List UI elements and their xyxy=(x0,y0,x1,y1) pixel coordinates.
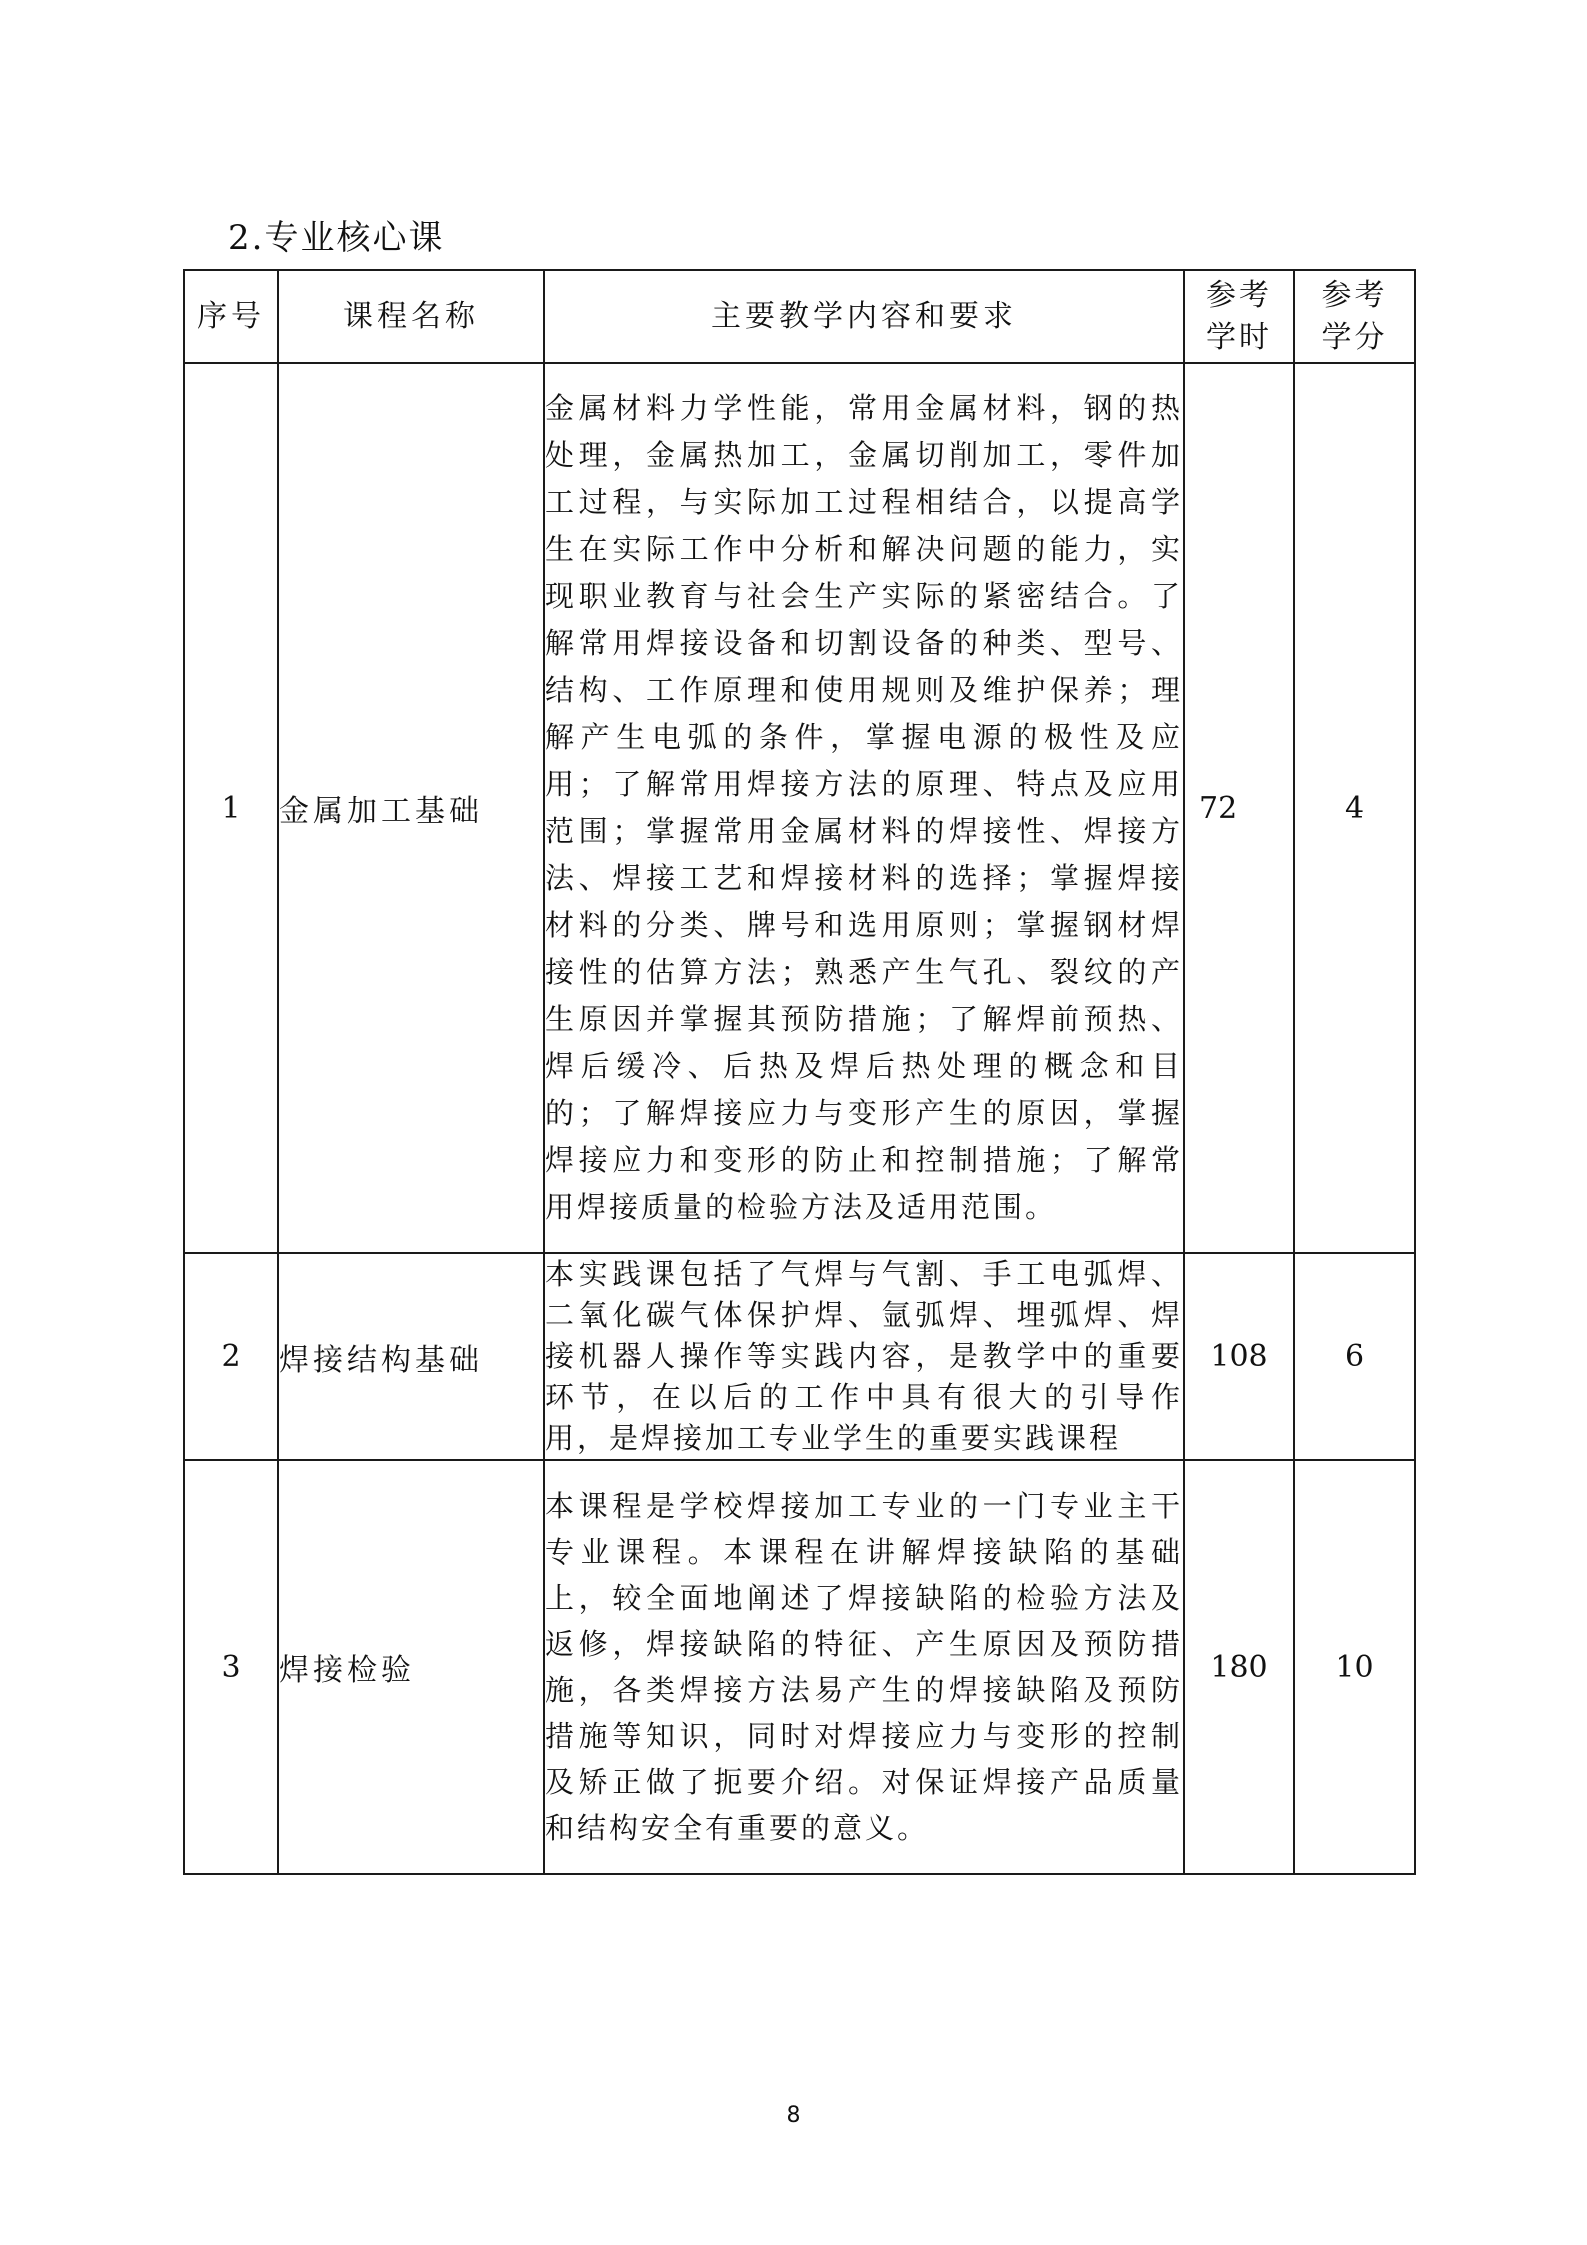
table-header-row xyxy=(184,270,1415,363)
row-content xyxy=(544,363,1184,1253)
table-row xyxy=(184,1253,1415,1460)
row-credits: 6 xyxy=(1294,1253,1415,1460)
row-content xyxy=(544,1460,1184,1874)
row-hours: 180 xyxy=(1184,1460,1294,1874)
row-content-text: 本实践课包括了气焊与气割、手工电弧焊、二氧化碳气体保护焊、氩弧焊、埋弧焊、焊接机器人操作等实践内容，是教学中的重要环节，在以后的工作中具有很大的引导作用，是焊接加工专业学生的重要实践课程 xyxy=(545,1257,1183,1455)
header-credits xyxy=(1294,270,1415,363)
row-content-text: 金属材料力学性能，常用金属材料，钢的热处理，金属热加工，金属切削加工，零件加工过程，与实际加工过程相结合，以提高学生在实际工作中分析和解决问题的能力，实现职业教育与社会生产实际的紧密结合。了解常用焊接设备和切割设备的种类、型号、结构、工作原理和使用规则及维护保养；理解产生电弧的条件，掌握电源的极性及应用；了解常用焊接方法的原理、特点及应用范围；掌握常用金属材料的焊接性、焊接方法、焊接工艺和焊接材料的选择；掌握焊接材料的分类、牌号和选用原则；掌握钢材焊接性的估算方法；熟悉产生气孔、裂纹的产生原因并掌握其预防措施；了解焊前预热、焊后缓冷、后热及焊后热处理的概念和目的；了解焊接应力与变形产生的原因，掌握焊接应力和变形的防止和控制措施；了解常用焊接质量的检验方法及适用范围。 xyxy=(545,391,1183,1224)
table-row xyxy=(184,1460,1415,1874)
header-content: 主要教学内容和要求 xyxy=(544,270,1184,363)
row-content xyxy=(544,1253,1184,1460)
header-course-name: 课程名称 xyxy=(278,270,544,363)
row-credits: 10 xyxy=(1294,1460,1415,1874)
table-row xyxy=(184,363,1415,1253)
header-hours xyxy=(1184,270,1294,363)
header-hours-line1: 参考 xyxy=(1206,277,1272,313)
row-hours: 72 xyxy=(1184,363,1294,1253)
core-course-table xyxy=(183,269,1416,1875)
header-seq: 序号 xyxy=(184,270,278,363)
header-credits-line1: 参考 xyxy=(1321,277,1388,313)
row-course-name: 焊接结构基础 xyxy=(278,1253,544,1460)
header-hours-line2: 学时 xyxy=(1206,319,1272,355)
row-hours: 108 xyxy=(1184,1253,1294,1460)
row-seq: 3 xyxy=(184,1460,278,1874)
header-credits-line2: 学分 xyxy=(1321,319,1388,355)
row-credits: 4 xyxy=(1294,363,1415,1253)
section-heading: 2.专业核心课 xyxy=(228,218,445,258)
row-seq: 1 xyxy=(184,363,278,1253)
row-course-name: 焊接检验 xyxy=(278,1460,544,1874)
page-number: 8 xyxy=(786,2103,801,2128)
row-seq: 2 xyxy=(184,1253,278,1460)
row-course-name: 金属加工基础 xyxy=(278,363,544,1253)
row-content-text: 本课程是学校焊接加工专业的一门专业主干专业课程。本课程在讲解焊接缺陷的基础上，较全面地阐述了焊接缺陷的检验方法及返修，焊接缺陷的特征、产生原因及预防措施，各类焊接方法易产生的焊接缺陷及预防措施等知识，同时对焊接应力与变形的控制及矫正做了扼要介绍。对保证焊接产品质量和结构安全有重要的意义。 xyxy=(545,1489,1183,1845)
